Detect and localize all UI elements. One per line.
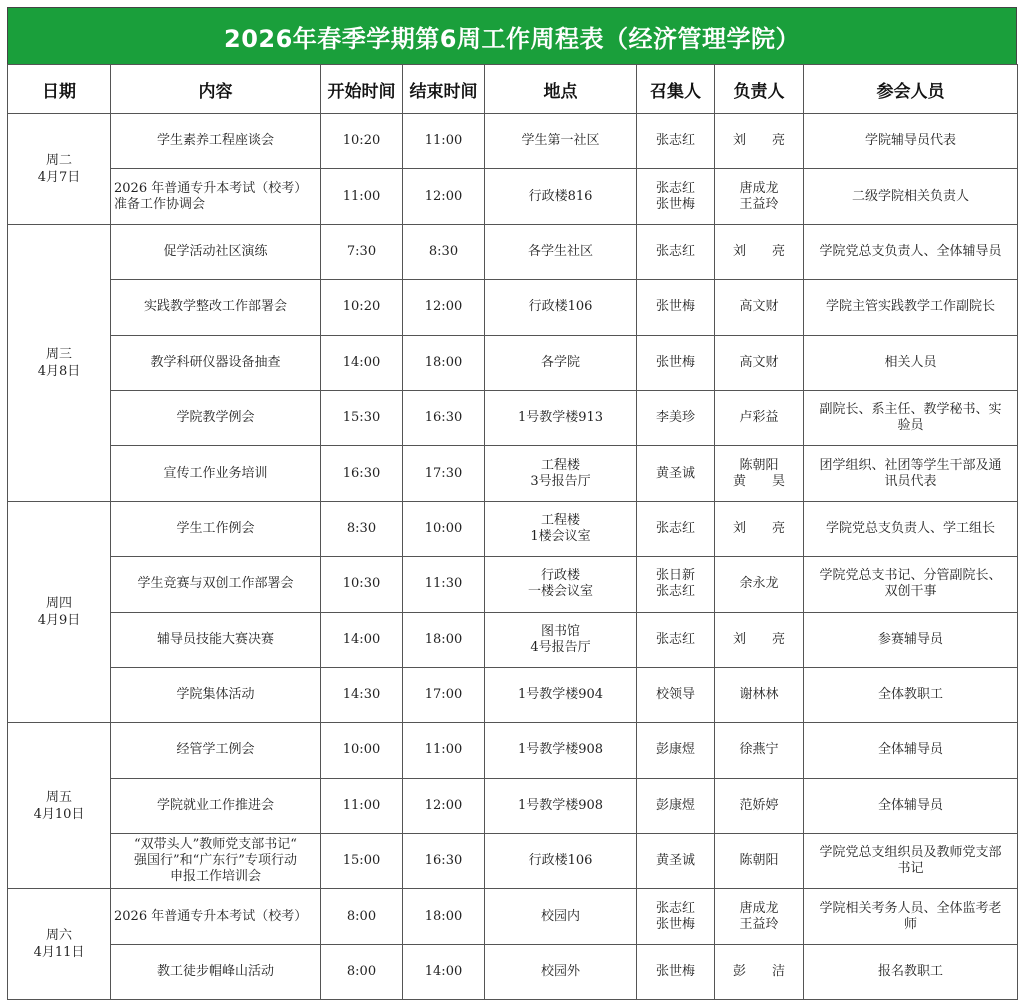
- owner-name: 范娇婷: [739, 797, 779, 813]
- end-time-cell: 11:00: [403, 114, 485, 169]
- location-line: 工程楼: [540, 512, 580, 528]
- location-line: 校园外: [540, 964, 580, 980]
- content-cell: [111, 612, 321, 667]
- end-time-cell: 16:30: [403, 390, 485, 445]
- content-line: 实践教学整改工作部署会: [143, 299, 287, 315]
- owner-cell: [715, 446, 804, 501]
- end-time-cell: 8:30: [403, 224, 485, 279]
- owner-cell: [715, 834, 804, 889]
- attendees-line: 学院党总支负责人、全体辅导员: [819, 243, 1002, 259]
- header-owner: 负责人: [715, 65, 804, 114]
- location-line: 工程楼: [540, 457, 580, 473]
- convener-cell: [637, 889, 715, 944]
- end-time-cell: 10:00: [403, 501, 485, 556]
- convener-name: 张志红: [655, 631, 695, 647]
- content-cell: [111, 280, 321, 335]
- owner-name: 刘 亮: [732, 133, 785, 149]
- location-line: 各学院: [540, 354, 580, 370]
- content-cell: [111, 224, 321, 279]
- table-row: [8, 889, 1018, 944]
- start-time-cell: 10:30: [321, 557, 403, 612]
- owner-name: 王益玲: [739, 196, 779, 212]
- schedule-table: [7, 64, 1018, 1000]
- start-time-cell: 11:00: [321, 778, 403, 833]
- attendees-line: 报名教职工: [877, 964, 943, 980]
- owner-name: 徐燕宁: [739, 742, 779, 758]
- convener-cell: [637, 335, 715, 390]
- table-row: [8, 778, 1018, 833]
- owner-name: 刘 亮: [732, 243, 785, 259]
- owner-name: 刘 亮: [732, 631, 785, 647]
- convener-name: 张志红: [655, 900, 695, 916]
- attendees-line: 全体辅导员: [877, 797, 943, 813]
- table-header-row: [8, 65, 1018, 114]
- start-time-cell: 15:30: [321, 390, 403, 445]
- owner-cell: [715, 335, 804, 390]
- start-time-cell: 10:20: [321, 114, 403, 169]
- convener-cell: [637, 612, 715, 667]
- location-line: 1号教学楼904: [517, 687, 604, 703]
- convener-cell: [637, 557, 715, 612]
- owner-name: 黄 昊: [732, 473, 785, 489]
- date-label: 4月8日: [37, 363, 81, 379]
- owner-name: 彭 洁: [732, 964, 785, 980]
- owner-cell: [715, 280, 804, 335]
- owner-name: 唐成龙: [739, 900, 779, 916]
- convener-name: 张志红: [655, 133, 695, 149]
- header-start-time: 开始时间: [321, 65, 403, 114]
- weekday-label: 周六: [45, 928, 72, 944]
- convener-name: 黄圣诚: [655, 853, 695, 869]
- location-cell: [485, 169, 637, 224]
- start-time-cell: 14:00: [321, 612, 403, 667]
- owner-cell: [715, 501, 804, 556]
- convener-cell: [637, 723, 715, 778]
- attendees-line: 师: [903, 916, 917, 932]
- start-time-cell: 8:30: [321, 501, 403, 556]
- content-line: 学院集体活动: [176, 687, 255, 703]
- owner-name: 王益玲: [739, 916, 779, 932]
- content-cell: [111, 169, 321, 224]
- content-cell: [111, 557, 321, 612]
- attendees-cell: [804, 169, 1018, 224]
- attendees-cell: [804, 834, 1018, 889]
- header-date: 日期: [8, 65, 111, 114]
- end-time-cell: 17:00: [403, 667, 485, 722]
- end-time-cell: 11:30: [403, 557, 485, 612]
- content-cell: [111, 446, 321, 501]
- convener-cell: [637, 224, 715, 279]
- attendees-cell: [804, 390, 1018, 445]
- content-cell: [111, 944, 321, 999]
- location-cell: [485, 834, 637, 889]
- content-cell: [111, 390, 321, 445]
- content-line: 2026 年普通专升本考试（校考）: [114, 180, 308, 196]
- end-time-cell: 12:00: [403, 280, 485, 335]
- convener-name: 张世梅: [655, 354, 695, 370]
- convener-name: 张志红: [655, 584, 695, 600]
- page-title: 2026年春季学期第6周工作周程表（经济管理学院）: [7, 7, 1017, 64]
- convener-name: 张志红: [655, 520, 695, 536]
- attendees-line: 讯员代表: [884, 473, 937, 489]
- convener-name: 张志红: [655, 243, 695, 259]
- attendees-line: 学院主管实践教学工作副院长: [825, 299, 995, 315]
- end-time-cell: 17:30: [403, 446, 485, 501]
- content-line: 促学活动社区演练: [163, 243, 268, 259]
- attendees-line: 学院党总支书记、分管副院长、: [819, 568, 1002, 584]
- content-line: 强国行”和“广东行”专项行动: [134, 853, 297, 869]
- convener-name: 张日新: [655, 568, 695, 584]
- owner-name: 高文财: [739, 354, 779, 370]
- attendees-cell: [804, 557, 1018, 612]
- convener-cell: [637, 114, 715, 169]
- location-cell: [485, 944, 637, 999]
- end-time-cell: 16:30: [403, 834, 485, 889]
- start-time-cell: 14:30: [321, 667, 403, 722]
- content-line: 学院教学例会: [176, 410, 255, 426]
- content-line: 教工徒步帽峰山活动: [156, 964, 274, 980]
- convener-name: 张世梅: [655, 299, 695, 315]
- table-row: [8, 446, 1018, 501]
- owner-name: 余永龙: [739, 576, 779, 592]
- attendees-line: 二级学院相关负责人: [851, 188, 969, 204]
- start-time-cell: 8:00: [321, 889, 403, 944]
- owner-cell: [715, 114, 804, 169]
- convener-name: 张志红: [655, 180, 695, 196]
- convener-cell: [637, 667, 715, 722]
- owner-name: 陈朝阳: [739, 457, 779, 473]
- weekday-label: 周五: [45, 789, 72, 805]
- weekday-label: 周四: [45, 596, 72, 612]
- content-line: 学生素养工程座谈会: [156, 133, 274, 149]
- end-time-cell: 18:00: [403, 335, 485, 390]
- convener-cell: [637, 834, 715, 889]
- content-cell: [111, 834, 321, 889]
- location-cell: [485, 224, 637, 279]
- location-cell: [485, 778, 637, 833]
- convener-cell: [637, 446, 715, 501]
- table-row: [8, 390, 1018, 445]
- convener-cell: [637, 169, 715, 224]
- content-line: 学院就业工作推进会: [156, 797, 274, 813]
- start-time-cell: 16:30: [321, 446, 403, 501]
- end-time-cell: 18:00: [403, 889, 485, 944]
- owner-cell: [715, 169, 804, 224]
- date-label: 4月11日: [33, 945, 85, 961]
- content-cell: [111, 889, 321, 944]
- content-line: “双带头人”教师党支部书记“: [134, 837, 297, 853]
- location-line: 各学生社区: [527, 243, 593, 259]
- location-line: 4号报告厅: [530, 639, 591, 655]
- header-content: 内容: [111, 65, 321, 114]
- start-time-cell: 10:00: [321, 723, 403, 778]
- content-line: 准备工作协调会: [114, 196, 206, 212]
- header-location: 地点: [485, 65, 637, 114]
- convener-name: 彭康煜: [655, 742, 695, 758]
- attendees-cell: [804, 280, 1018, 335]
- convener-name: 黄圣诚: [655, 465, 695, 481]
- location-line: 3号报告厅: [530, 473, 591, 489]
- attendees-line: 参赛辅导员: [877, 631, 943, 647]
- content-line: 申报工作培训会: [169, 869, 261, 885]
- convener-cell: [637, 390, 715, 445]
- owner-name: 卢彩益: [739, 410, 779, 426]
- date-cell: [8, 723, 111, 889]
- table-row: [8, 612, 1018, 667]
- convener-cell: [637, 944, 715, 999]
- attendees-line: 学院辅导员代表: [864, 133, 956, 149]
- content-line: 学生工作例会: [176, 520, 255, 536]
- date-cell: [8, 224, 111, 501]
- start-time-cell: 14:00: [321, 335, 403, 390]
- location-line: 1号教学楼908: [517, 742, 604, 758]
- start-time-cell: 15:00: [321, 834, 403, 889]
- owner-cell: [715, 889, 804, 944]
- location-cell: [485, 889, 637, 944]
- location-line: 1号教学楼908: [517, 797, 604, 813]
- attendees-cell: [804, 335, 1018, 390]
- table-row: [8, 667, 1018, 722]
- table-row: [8, 557, 1018, 612]
- start-time-cell: 7:30: [321, 224, 403, 279]
- convener-name: 张世梅: [655, 196, 695, 212]
- date-label: 4月9日: [37, 613, 81, 629]
- attendees-cell: [804, 224, 1018, 279]
- table-row: [8, 335, 1018, 390]
- content-cell: [111, 114, 321, 169]
- attendees-cell: [804, 612, 1018, 667]
- header-attendees: 参会人员: [804, 65, 1018, 114]
- owner-cell: [715, 390, 804, 445]
- owner-cell: [715, 778, 804, 833]
- table-row: [8, 834, 1018, 889]
- content-cell: [111, 667, 321, 722]
- content-line: 教学科研仪器设备抽查: [150, 354, 281, 370]
- attendees-line: 学院相关考务人员、全体监考老: [819, 900, 1002, 916]
- location-line: 一楼会议室: [527, 584, 593, 600]
- date-cell: [8, 501, 111, 723]
- location-line: 行政楼: [540, 568, 580, 584]
- location-cell: [485, 335, 637, 390]
- content-line: 辅导员技能大赛决赛: [156, 631, 274, 647]
- start-time-cell: 11:00: [321, 169, 403, 224]
- date-label: 4月10日: [33, 806, 85, 822]
- content-line: 2026 年普通专升本考试（校考）: [114, 908, 308, 924]
- owner-name: 陈朝阳: [739, 853, 779, 869]
- convener-name: 李美珍: [655, 410, 695, 426]
- attendees-line: 学院党总支负责人、学工组长: [825, 520, 995, 536]
- attendees-line: 相关人员: [884, 354, 937, 370]
- date-label: 4月7日: [37, 169, 81, 185]
- content-line: 学生竞赛与双创工作部署会: [137, 576, 294, 592]
- table-row: [8, 114, 1018, 169]
- end-time-cell: 18:00: [403, 612, 485, 667]
- schedule-sheet: [7, 7, 1017, 1000]
- location-cell: [485, 667, 637, 722]
- content-line: 宣传工作业务培训: [163, 465, 268, 481]
- attendees-line: 团学组织、社团等学生干部及通: [819, 457, 1002, 473]
- location-cell: [485, 501, 637, 556]
- attendees-line: 全体教职工: [877, 687, 943, 703]
- location-cell: [485, 390, 637, 445]
- table-row: [8, 944, 1018, 999]
- attendees-cell: [804, 723, 1018, 778]
- start-time-cell: 10:20: [321, 280, 403, 335]
- owner-name: 高文财: [739, 299, 779, 315]
- attendees-line: 验员: [897, 418, 924, 434]
- location-line: 行政楼106: [528, 299, 593, 315]
- attendees-cell: [804, 501, 1018, 556]
- attendees-line: 书记: [897, 861, 924, 877]
- start-time-cell: 8:00: [321, 944, 403, 999]
- convener-name: 张世梅: [655, 916, 695, 932]
- attendees-cell: [804, 778, 1018, 833]
- table-row: [8, 224, 1018, 279]
- location-cell: [485, 114, 637, 169]
- attendees-line: 全体辅导员: [877, 742, 943, 758]
- location-cell: [485, 723, 637, 778]
- header-end-time: 结束时间: [403, 65, 485, 114]
- location-cell: [485, 280, 637, 335]
- owner-cell: [715, 612, 804, 667]
- table-row: [8, 501, 1018, 556]
- location-cell: [485, 612, 637, 667]
- content-cell: [111, 723, 321, 778]
- header-convener: 召集人: [637, 65, 715, 114]
- attendees-line: 副院长、系主任、教学秘书、实: [819, 402, 1002, 418]
- owner-name: 谢林林: [739, 687, 779, 703]
- end-time-cell: 12:00: [403, 169, 485, 224]
- content-cell: [111, 501, 321, 556]
- content-line: 经管学工例会: [176, 742, 255, 758]
- table-row: [8, 169, 1018, 224]
- convener-cell: [637, 778, 715, 833]
- schedule-body: [8, 114, 1018, 1000]
- attendees-cell: [804, 667, 1018, 722]
- date-cell: [8, 889, 111, 1000]
- table-row: [8, 723, 1018, 778]
- location-cell: [485, 557, 637, 612]
- convener-cell: [637, 501, 715, 556]
- end-time-cell: 14:00: [403, 944, 485, 999]
- owner-cell: [715, 224, 804, 279]
- location-cell: [485, 446, 637, 501]
- attendees-line: 双创干事: [884, 584, 937, 600]
- attendees-cell: [804, 889, 1018, 944]
- location-line: 行政楼106: [528, 853, 593, 869]
- date-cell: [8, 114, 111, 225]
- attendees-line: 学院党总支组织员及教师党支部: [819, 845, 1002, 861]
- end-time-cell: 12:00: [403, 778, 485, 833]
- owner-cell: [715, 557, 804, 612]
- weekday-label: 周二: [45, 152, 72, 168]
- weekday-label: 周三: [45, 346, 72, 362]
- convener-cell: [637, 280, 715, 335]
- content-cell: [111, 778, 321, 833]
- owner-cell: [715, 944, 804, 999]
- location-line: 1号教学楼913: [517, 410, 604, 426]
- owner-name: 刘 亮: [732, 520, 785, 536]
- location-line: 校园内: [540, 908, 580, 924]
- owner-cell: [715, 723, 804, 778]
- attendees-cell: [804, 446, 1018, 501]
- end-time-cell: 11:00: [403, 723, 485, 778]
- location-line: 1楼会议室: [530, 528, 591, 544]
- owner-name: 唐成龙: [739, 180, 779, 196]
- convener-name: 校领导: [655, 687, 695, 703]
- attendees-cell: [804, 114, 1018, 169]
- convener-name: 彭康煜: [655, 797, 695, 813]
- location-line: 学生第一社区: [521, 133, 600, 149]
- convener-name: 张世梅: [655, 964, 695, 980]
- location-line: 图书馆: [540, 623, 580, 639]
- content-cell: [111, 335, 321, 390]
- table-row: [8, 280, 1018, 335]
- owner-cell: [715, 667, 804, 722]
- attendees-cell: [804, 944, 1018, 999]
- location-line: 行政楼816: [528, 188, 593, 204]
